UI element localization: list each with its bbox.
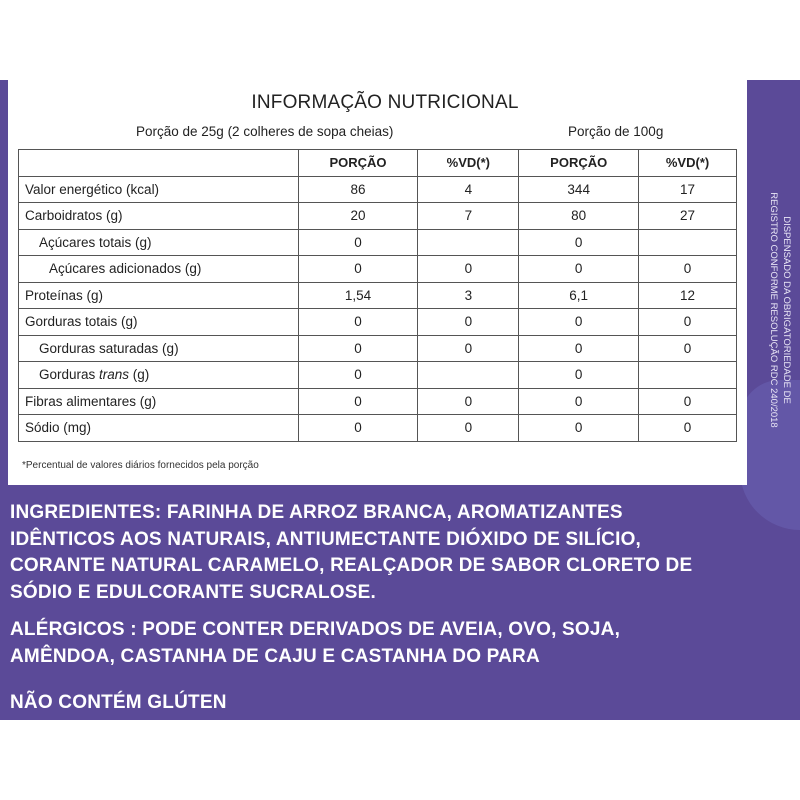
allergen-line: AMÊNDOA, CASTANHA DE CAJU E CASTANHA DO PARA: [10, 645, 540, 667]
registration-note-line: REGISTRO CONFORME RESOLUÇÃO RDC 240/2018: [768, 192, 779, 428]
portion-25g-value: 0: [298, 309, 418, 336]
column-header-portion-100g: PORÇÃO: [519, 150, 639, 177]
ingredients-line: SÓDIO E EDULCORANTE SUCRALOSE.: [10, 581, 376, 603]
vd-25g-value: 4: [418, 176, 519, 203]
vd-25g-value: [418, 229, 519, 256]
table-row: [19, 176, 737, 203]
portion-100g-value: 0: [519, 388, 639, 415]
registration-note: [760, 150, 800, 470]
nutrient-name: Valor energético (kcal): [19, 176, 299, 203]
portion-25g-value: 0: [298, 362, 418, 389]
portion-100g-value: 0: [519, 362, 639, 389]
vd-100g-value: 17: [639, 176, 737, 203]
ingredients-line: INGREDIENTES: FARINHA DE ARROZ BRANCA, AROMATIZANTES: [10, 502, 623, 523]
column-header-nutrient: [19, 150, 299, 177]
portion-25g-value: 0: [298, 415, 418, 442]
vd-100g-value: [639, 229, 737, 256]
nutrient-name-suffix: (g): [129, 367, 150, 382]
portion-100g-value: 0: [519, 415, 639, 442]
ingredients-list: [10, 500, 750, 606]
vd-100g-value: 12: [639, 282, 737, 309]
nutrition-title: INFORMAÇÃO NUTRICIONAL: [251, 92, 519, 113]
vd-100g-value: 0: [639, 415, 737, 442]
nutrient-name: Carboidratos (g): [19, 203, 299, 230]
portion-100g-value: 80: [519, 203, 639, 230]
vd-100g-value: 0: [639, 256, 737, 283]
column-header-vd-25g: %VD(*): [418, 150, 519, 177]
vd-25g-value: 0: [418, 415, 519, 442]
registration-note-line: DISPENSADO DA OBRIGATORIEDADE DE: [781, 216, 792, 404]
nutrient-name: Fibras alimentares (g): [19, 388, 299, 415]
table-row: [19, 203, 737, 230]
table-row: [19, 309, 737, 336]
vd-100g-value: [639, 362, 737, 389]
gluten-statement: NÃO CONTÉM GLÚTEN: [10, 692, 227, 713]
nutrient-name: Gorduras saturadas (g): [19, 335, 299, 362]
serving-size-25g: Porção de 25g (2 colheres de sopa cheias): [136, 124, 394, 139]
nutrition-table: [18, 149, 737, 442]
portion-25g-value: 20: [298, 203, 418, 230]
nutrient-name: Açúcares totais (g): [19, 229, 299, 256]
portion-25g-value: 86: [298, 176, 418, 203]
allergen-warning: [10, 617, 750, 670]
ingredients-line: IDÊNTICOS AOS NATURAIS, ANTIUMECTANTE DIÓXIDO DE SILÍCIO,: [10, 528, 642, 550]
portion-100g-value: 6,1: [519, 282, 639, 309]
vd-25g-value: 0: [418, 388, 519, 415]
vd-25g-value: 3: [418, 282, 519, 309]
allergen-line: ALÉRGICOS : PODE CONTER DERIVADOS DE AVEIA, OVO, SOJA,: [10, 619, 621, 640]
nutrient-name: [19, 362, 299, 389]
table-footnote: *Percentual de valores diários fornecidos pela porção: [22, 460, 259, 471]
vd-25g-value: [418, 362, 519, 389]
portion-25g-value: 0: [298, 335, 418, 362]
ingredients-line: CORANTE NATURAL CARAMELO, REALÇADOR DE SABOR CLORETO DE: [10, 555, 693, 576]
vd-25g-value: 0: [418, 256, 519, 283]
vd-25g-value: 0: [418, 309, 519, 336]
nutrient-name-prefix: Gorduras: [39, 367, 100, 382]
table-row: [19, 335, 737, 362]
table-row: [19, 256, 737, 283]
vd-100g-value: 27: [639, 203, 737, 230]
vd-100g-value: 0: [639, 335, 737, 362]
nutrient-name: Sódio (mg): [19, 415, 299, 442]
table-row: [19, 282, 737, 309]
registration-note-text: [767, 145, 793, 475]
vd-100g-value: 0: [639, 309, 737, 336]
nutrition-facts-panel: [8, 80, 747, 485]
portion-25g-value: 1,54: [298, 282, 418, 309]
nutrient-name-trans: trans: [99, 367, 130, 382]
table-row: [19, 362, 737, 389]
portion-25g-value: 0: [298, 388, 418, 415]
portion-25g-value: 0: [298, 256, 418, 283]
table-row: [19, 229, 737, 256]
portion-100g-value: 0: [519, 229, 639, 256]
portion-100g-value: 344: [519, 176, 639, 203]
vd-100g-value: 0: [639, 388, 737, 415]
serving-size-100g: Porção de 100g: [568, 124, 664, 139]
portion-25g-value: 0: [298, 229, 418, 256]
vd-25g-value: 0: [418, 335, 519, 362]
nutrient-name: Gorduras totais (g): [19, 309, 299, 336]
nutrient-name: Açúcares adicionados (g): [19, 256, 299, 283]
table-row: [19, 388, 737, 415]
vd-25g-value: 7: [418, 203, 519, 230]
table-header-row: [19, 150, 737, 177]
portion-100g-value: 0: [519, 256, 639, 283]
portion-100g-value: 0: [519, 309, 639, 336]
table-row: [19, 415, 737, 442]
portion-100g-value: 0: [519, 335, 639, 362]
column-header-vd-100g: %VD(*): [639, 150, 737, 177]
nutrient-name: Proteínas (g): [19, 282, 299, 309]
column-header-portion-25g: PORÇÃO: [298, 150, 418, 177]
